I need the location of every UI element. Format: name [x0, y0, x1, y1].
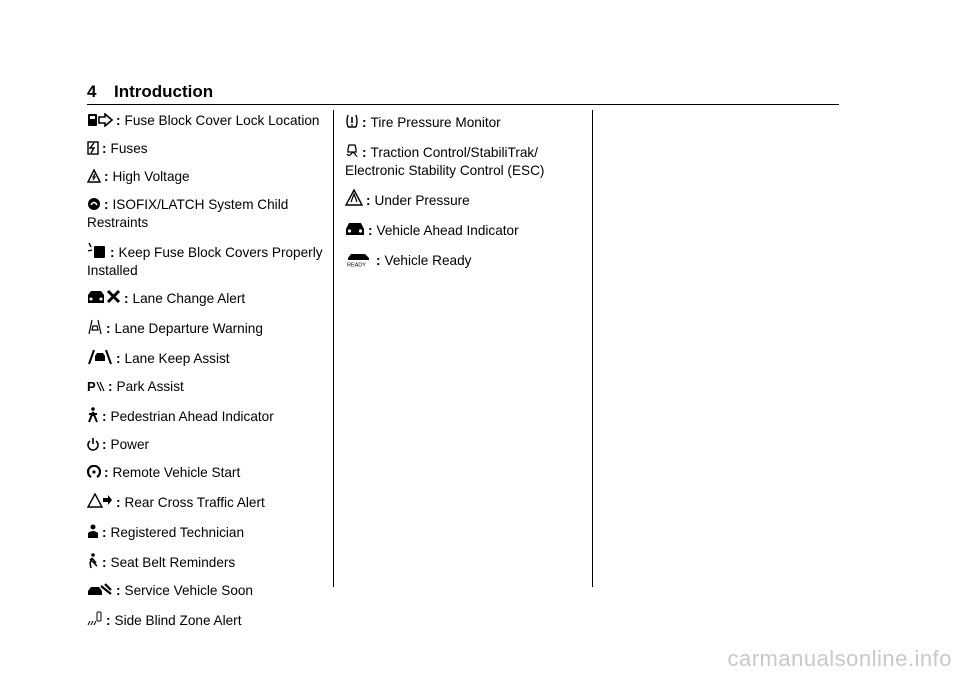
- isofix-latch-icon: [87, 197, 101, 215]
- tire-pressure-icon: [345, 113, 359, 133]
- item-colon: :: [104, 197, 109, 212]
- lane-keep-assist-icon: [87, 349, 113, 369]
- item-label: Under Pressure: [374, 193, 470, 208]
- legend-item-traction-control: [345, 143, 585, 179]
- item-colon: :: [102, 437, 107, 452]
- item-colon: :: [110, 245, 115, 260]
- legend-item-remote-start: [87, 465, 327, 483]
- item-colon: :: [116, 113, 121, 128]
- item-label: Pedestrian Ahead Indicator: [110, 409, 274, 424]
- rear-cross-traffic-icon: [87, 493, 113, 513]
- item-label: Seat Belt Reminders: [110, 555, 236, 570]
- seat-belt-icon: [87, 553, 99, 573]
- legend-item-lane-departure-warning: [87, 319, 327, 339]
- watermark: carmanualsonline.info: [727, 646, 952, 671]
- legend-item-side-blind-zone: [87, 611, 327, 631]
- item-colon: :: [102, 141, 107, 156]
- legend-item-keep-fuse-covers: [87, 241, 327, 279]
- legend-item-fuse-block-cover-lock: [87, 113, 327, 131]
- legend-item-vehicle-ahead: [345, 221, 585, 241]
- fuse-block-cover-lock-icon: [87, 113, 113, 131]
- column-divider-2: [592, 110, 593, 587]
- item-colon: :: [362, 115, 367, 130]
- legend-item-power: [87, 437, 327, 455]
- page-header: [87, 82, 839, 105]
- power-icon: [87, 437, 99, 455]
- pedestrian-ahead-icon: [87, 407, 99, 427]
- item-label: Keep Fuse Block Covers Properly Installed: [87, 245, 323, 278]
- registered-technician-icon: [87, 523, 99, 543]
- item-colon: :: [366, 193, 371, 208]
- item-label: Lane Change Alert: [132, 291, 246, 306]
- vehicle-ready-icon: [345, 251, 373, 271]
- item-label: Fuse Block Cover Lock Location: [124, 113, 320, 128]
- under-pressure-icon: [345, 189, 363, 211]
- traction-control-icon: [345, 143, 359, 163]
- service-vehicle-icon: [87, 583, 113, 601]
- legend-item-isofix-latch: [87, 197, 327, 231]
- item-colon: :: [102, 555, 107, 570]
- column-2: [345, 113, 585, 281]
- legend-item-tire-pressure: [345, 113, 585, 133]
- item-label: Tire Pressure Monitor: [370, 115, 501, 130]
- item-colon: :: [104, 465, 109, 480]
- legend-item-lane-keep-assist: [87, 349, 327, 369]
- remote-start-icon: [87, 465, 101, 483]
- item-colon: :: [124, 291, 129, 306]
- legend-item-lane-change-alert: [87, 289, 327, 309]
- item-colon: :: [106, 321, 111, 336]
- legend-item-high-voltage: [87, 169, 327, 187]
- legend-item-vehicle-ready: [345, 251, 585, 271]
- item-label: Park Assist: [116, 379, 184, 394]
- item-label: Lane Departure Warning: [114, 321, 263, 336]
- legend-item-registered-technician: [87, 523, 327, 543]
- item-colon: :: [368, 223, 373, 238]
- item-label: Rear Cross Traffic Alert: [124, 495, 265, 510]
- vehicle-ahead-icon: [345, 221, 365, 241]
- fuses-icon: [87, 141, 99, 159]
- page-number: 4: [87, 82, 97, 101]
- column-divider-1: [333, 110, 334, 587]
- vehicle-ready-icon-text: READY: [347, 262, 366, 267]
- item-label: Vehicle Ready: [384, 253, 472, 268]
- item-colon: :: [116, 495, 121, 510]
- item-label: Traction Control/StabiliTrak/ Electronic Stability Control (ESC): [345, 145, 545, 178]
- item-colon: :: [102, 409, 107, 424]
- item-label: Vehicle Ahead Indicator: [376, 223, 519, 238]
- side-blind-zone-icon: [87, 611, 103, 631]
- high-voltage-icon: [87, 169, 101, 187]
- item-label: Fuses: [110, 141, 148, 156]
- item-label: Power: [110, 437, 150, 452]
- item-label: Lane Keep Assist: [124, 351, 230, 366]
- lane-departure-warning-icon: [87, 319, 103, 339]
- item-colon: :: [116, 351, 121, 366]
- item-colon: :: [108, 379, 113, 394]
- item-label: ISOFIX/LATCH System Child Restraints: [87, 197, 289, 230]
- item-colon: :: [376, 253, 381, 268]
- legend-item-fuses: [87, 141, 327, 159]
- park-assist-icon: [87, 379, 105, 397]
- page-title: Introduction: [114, 82, 214, 101]
- item-colon: :: [362, 145, 367, 160]
- item-colon: :: [106, 613, 111, 628]
- item-colon: :: [102, 525, 107, 540]
- svg-text:P: P: [87, 379, 96, 393]
- item-label: Service Vehicle Soon: [124, 583, 253, 598]
- lane-change-alert-icon: [87, 289, 121, 309]
- legend-item-seat-belt: [87, 553, 327, 573]
- item-label: Side Blind Zone Alert: [114, 613, 242, 628]
- keep-fuse-covers-icon: [87, 241, 107, 263]
- legend-item-pedestrian-ahead: [87, 407, 327, 427]
- column-1: [87, 113, 327, 641]
- item-label: Remote Vehicle Start: [112, 465, 241, 480]
- item-colon: :: [116, 583, 121, 598]
- legend-item-park-assist: [87, 379, 327, 397]
- legend-item-service-vehicle: [87, 583, 327, 601]
- item-colon: :: [104, 169, 109, 184]
- item-label: High Voltage: [112, 169, 190, 184]
- legend-item-under-pressure: [345, 189, 585, 211]
- legend-item-rear-cross-traffic: [87, 493, 327, 513]
- item-label: Registered Technician: [110, 525, 245, 540]
